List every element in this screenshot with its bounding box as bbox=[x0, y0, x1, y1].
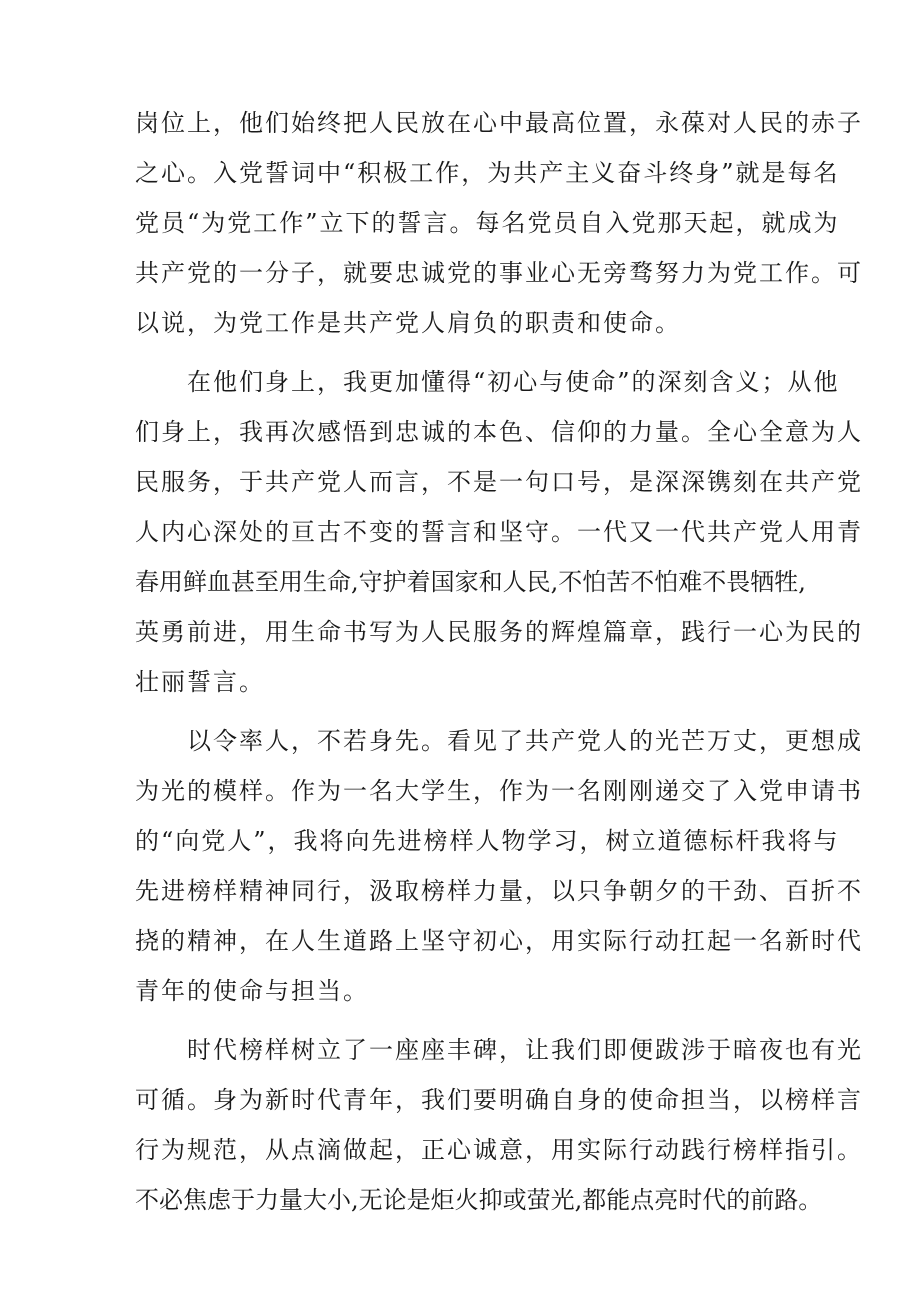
text-line: 可循。身为新时代青年，我们要明确自身的使命担当，以榜样言 bbox=[135, 1086, 863, 1114]
document-body bbox=[135, 98, 863, 1225]
paragraph bbox=[135, 98, 863, 348]
text-line: 不必焦虑于力量大小,无论是炬火抑或萤光,都能点亮时代的前路。 bbox=[135, 1186, 823, 1214]
text-line: 人内心深处的亘古不变的誓言和坚守。一代又一代共产党人用青 bbox=[135, 518, 863, 546]
text-line: 岗位上，他们始终把人民放在心中最高位置，永葆对人民的赤子 bbox=[135, 109, 863, 137]
text-line: 先进榜样精神同行，汲取榜样力量，以只争朝夕的干劲、百折不 bbox=[135, 877, 863, 905]
text-line: 以说，为党工作是共产党人肩负的职责和使命。 bbox=[135, 309, 681, 337]
text-line: 挠的精神，在人生道路上坚守初心，用实际行动扛起一名新时代 bbox=[135, 927, 863, 955]
paragraph-gap bbox=[135, 707, 795, 716]
text-line: 共产党的一分子，就要忠诚党的事业心无旁骛努力为党工作。可 bbox=[135, 259, 863, 287]
text-line: 春用鲜血甚至用生命,守护着国家和人民,不怕苦不怕难不畏牺牲, bbox=[135, 568, 806, 596]
paragraph bbox=[135, 716, 863, 1016]
paragraph-gap bbox=[135, 348, 795, 357]
text-line: 壮丽誓言。 bbox=[135, 668, 265, 696]
text-line: 们身上，我再次感悟到忠诚的本色、信仰的力量。全心全意为人 bbox=[135, 418, 863, 446]
text-line: 英勇前进，用生命书写为人民服务的辉煌篇章，践行一心为民的 bbox=[135, 618, 863, 646]
text-line: 在他们身上，我更加懂得“初心与使命”的深刻含义；从他 bbox=[187, 368, 840, 396]
text-line: 以令率人，不若身先。看见了共产党人的光芒万丈，更想成 bbox=[187, 727, 863, 755]
text-line: 行为规范，从点滴做起，正心诚意，用实际行动践行榜样指引。 bbox=[135, 1136, 863, 1164]
text-line: 的“向党人”，我将向先进榜样人物学习，树立道德标杆我将与 bbox=[135, 827, 840, 855]
text-line: 党员“为党工作”立下的誓言。每名党员自入党那天起，就成为 bbox=[135, 209, 840, 237]
text-line: 民服务，于共产党人而言，不是一句口号，是深深镌刻在共产党 bbox=[135, 468, 863, 496]
paragraph bbox=[135, 1025, 863, 1225]
text-line: 为光的模样。作为一名大学生，作为一名刚刚递交了入党申请书 bbox=[135, 777, 863, 805]
text-line: 时代榜样树立了一座座丰碑，让我们即便跋涉于暗夜也有光 bbox=[187, 1036, 863, 1064]
paragraph-gap bbox=[135, 1016, 795, 1025]
text-line: 青年的使命与担当。 bbox=[135, 977, 369, 1005]
paragraph bbox=[135, 357, 863, 707]
text-line: 之心。入党誓词中“积极工作，为共产主义奋斗终身”就是每名 bbox=[135, 159, 840, 187]
